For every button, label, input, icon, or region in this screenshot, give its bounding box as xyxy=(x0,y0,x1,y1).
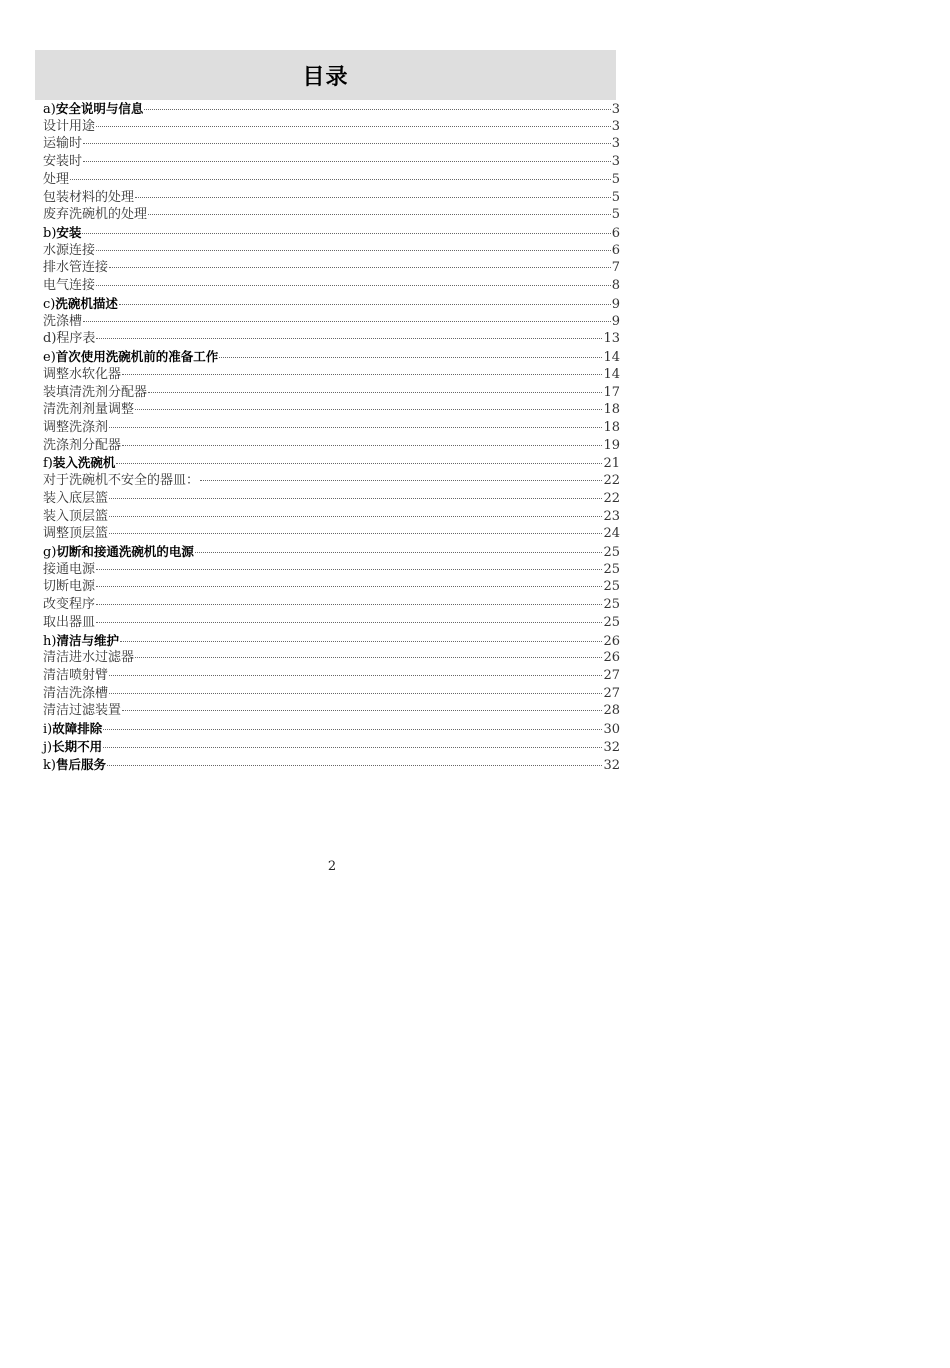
toc-entry-page: 5 xyxy=(611,171,620,187)
dot-leader xyxy=(219,357,602,358)
toc-entry-name: 切断和接通洗碗机的电源 xyxy=(56,543,194,559)
toc-entry-label xyxy=(43,401,134,419)
dot-leader xyxy=(103,747,602,748)
toc-entry-label xyxy=(43,472,199,490)
toc-section-entry[interactable] xyxy=(43,738,620,756)
toc-entry-label xyxy=(43,614,95,632)
toc-entry[interactable] xyxy=(43,401,620,419)
toc-entry[interactable] xyxy=(43,242,620,260)
toc-entry-name: 清洁与维护 xyxy=(56,632,119,648)
toc-entry-page: 25 xyxy=(603,544,620,560)
toc-entry-name: 处理 xyxy=(43,171,70,187)
toc-entry[interactable] xyxy=(43,437,620,455)
toc-entry-prefix: i) xyxy=(43,722,53,738)
dot-leader xyxy=(103,729,602,730)
toc-entry-label xyxy=(43,135,82,153)
toc-entry-prefix: b) xyxy=(43,226,57,242)
toc-entry[interactable] xyxy=(43,419,620,437)
toc-entry-page: 26 xyxy=(603,650,620,666)
toc-entry-page: 3 xyxy=(611,154,620,170)
toc-section-entry[interactable] xyxy=(43,454,620,472)
toc-entry-page: 3 xyxy=(611,136,620,152)
toc-entry[interactable] xyxy=(43,206,620,224)
toc-entry[interactable] xyxy=(43,578,620,596)
toc-entry-name: 长期不用 xyxy=(52,738,103,754)
toc-entry-page: 19 xyxy=(603,437,620,453)
toc-entry-page: 30 xyxy=(603,722,620,738)
toc-entry[interactable] xyxy=(43,472,620,490)
toc-title: 目录 xyxy=(302,64,349,90)
toc-entry-page: 32 xyxy=(603,739,620,755)
toc-entry[interactable] xyxy=(43,313,620,331)
toc-entry-name: 洗涤槽 xyxy=(43,313,83,329)
toc-entry-page: 8 xyxy=(611,278,620,294)
toc-entry-page: 6 xyxy=(611,242,620,258)
dot-leader xyxy=(109,427,602,428)
toc-entry-page: 18 xyxy=(603,419,620,435)
toc-entry-name: 接通电源 xyxy=(43,561,96,577)
toc-entry-name: 改变程序 xyxy=(43,597,96,613)
toc-entry-name: 排水管连接 xyxy=(43,260,109,276)
dot-leader xyxy=(109,675,602,676)
toc-entry[interactable] xyxy=(43,685,620,703)
toc-entry-label xyxy=(43,224,81,243)
toc-entry-prefix: d) xyxy=(43,331,57,347)
toc-entry-page: 7 xyxy=(611,260,620,276)
toc-entry[interactable] xyxy=(43,171,620,189)
dot-leader xyxy=(96,569,602,570)
dot-leader xyxy=(200,480,602,481)
toc-entry-page: 25 xyxy=(603,597,620,613)
toc-entry-page: 25 xyxy=(603,561,620,577)
toc-entry-label xyxy=(43,756,106,775)
toc-entry[interactable] xyxy=(43,135,620,153)
table-of-contents xyxy=(43,100,620,773)
toc-entry-name: 清洁进水过滤器 xyxy=(43,650,135,666)
page-number: 2 xyxy=(327,859,337,874)
toc-entry-name: 装入顶层篮 xyxy=(43,508,109,524)
toc-entry-name: 清洗剂剂量调整 xyxy=(43,402,135,418)
toc-entry[interactable] xyxy=(43,189,620,207)
toc-entry-label xyxy=(43,543,194,562)
toc-entry-prefix: e) xyxy=(43,350,56,366)
toc-entry-name: 废弃洗碗机的处理 xyxy=(43,207,148,223)
toc-entry-page: 17 xyxy=(603,384,620,400)
toc-entry-page: 22 xyxy=(603,473,620,489)
dot-leader xyxy=(144,109,610,110)
dot-leader xyxy=(122,445,602,446)
toc-entry[interactable] xyxy=(43,649,620,667)
dot-leader xyxy=(135,409,602,410)
toc-entry-page: 23 xyxy=(603,508,620,524)
toc-entry[interactable] xyxy=(43,384,620,402)
dot-leader xyxy=(96,338,602,339)
toc-entry-name: 售后服务 xyxy=(55,756,106,772)
dot-leader xyxy=(120,641,602,642)
toc-entry-label xyxy=(43,419,108,437)
toc-entry-page: 13 xyxy=(603,331,620,347)
toc-entry-name: 调整水软化器 xyxy=(43,366,122,382)
toc-entry-label xyxy=(43,206,147,224)
dot-leader xyxy=(148,392,602,393)
toc-section-entry[interactable] xyxy=(43,100,620,118)
dot-leader xyxy=(70,179,611,180)
title-band xyxy=(35,50,616,100)
toc-entry-page: 25 xyxy=(603,579,620,595)
toc-entry-label xyxy=(43,384,147,402)
toc-entry-name: 切断电源 xyxy=(43,579,96,595)
toc-entry-page: 25 xyxy=(603,614,620,630)
dot-leader xyxy=(135,657,602,658)
toc-entry-name: 调整顶层篮 xyxy=(43,526,109,542)
toc-entry[interactable] xyxy=(43,118,620,136)
toc-entry-name: 装入底层篮 xyxy=(43,490,109,506)
toc-entry-label xyxy=(43,277,95,295)
toc-entry-name: 清洁过滤装置 xyxy=(43,703,122,719)
toc-entry-label xyxy=(43,720,102,739)
toc-entry-page: 28 xyxy=(603,703,620,719)
toc-entry[interactable] xyxy=(43,702,620,720)
toc-entry-name: 安装 xyxy=(56,225,82,241)
toc-entry-name: 程序表 xyxy=(56,331,96,347)
toc-entry-prefix: g) xyxy=(43,544,57,560)
toc-entry[interactable] xyxy=(43,596,620,614)
toc-entry-name: 电气连接 xyxy=(43,278,96,294)
toc-entry-label xyxy=(43,632,119,651)
dot-leader xyxy=(122,374,602,375)
dot-leader xyxy=(83,143,611,144)
toc-section-entry[interactable] xyxy=(43,295,620,313)
toc-entry-page: 18 xyxy=(603,402,620,418)
toc-entry-name: 包装材料的处理 xyxy=(43,189,135,205)
dot-leader xyxy=(135,197,611,198)
toc-entry-label xyxy=(43,295,118,314)
toc-entry-label xyxy=(43,561,95,579)
toc-entry-label xyxy=(43,118,95,136)
toc-entry-label xyxy=(43,702,121,720)
toc-entry[interactable] xyxy=(43,277,620,295)
toc-entry[interactable] xyxy=(43,153,620,171)
dot-leader xyxy=(96,250,611,251)
toc-entry-prefix: c) xyxy=(43,296,56,312)
toc-section-entry[interactable] xyxy=(43,720,620,738)
toc-entry-page: 3 xyxy=(611,118,620,134)
toc-entry-label xyxy=(43,454,115,473)
dot-leader xyxy=(96,285,611,286)
toc-section-entry[interactable] xyxy=(43,224,620,242)
dot-leader xyxy=(83,161,611,162)
toc-entry-label xyxy=(43,738,102,757)
toc-entry-name: 水源连接 xyxy=(43,242,96,258)
toc-entry-label xyxy=(43,189,134,207)
toc-entry-label xyxy=(43,366,121,384)
toc-entry-label xyxy=(43,348,218,367)
toc-entry-name: 清洁喷射臂 xyxy=(43,668,109,683)
dot-leader xyxy=(109,693,602,694)
toc-entry-page: 32 xyxy=(603,757,620,773)
toc-entry-label xyxy=(43,508,108,526)
toc-entry-page: 21 xyxy=(603,456,620,472)
dot-leader xyxy=(109,516,602,517)
toc-entry-prefix: k) xyxy=(43,757,56,773)
toc-entry[interactable] xyxy=(43,259,620,277)
toc-entry-label xyxy=(43,649,134,667)
dot-leader xyxy=(148,214,611,215)
toc-entry-page: 9 xyxy=(611,313,620,329)
toc-entry-page: 26 xyxy=(603,633,620,649)
dot-leader xyxy=(107,765,602,766)
dot-leader xyxy=(109,498,602,499)
toc-entry-page: 14 xyxy=(603,350,620,366)
toc-entry-label xyxy=(43,685,108,703)
toc-entry-label xyxy=(43,313,82,331)
toc-entry-name: 设计用途 xyxy=(43,118,96,134)
dot-leader xyxy=(122,710,602,711)
toc-entry-name: 对于洗碗机不安全的器皿： xyxy=(43,473,200,489)
toc-entry-page: 27 xyxy=(603,668,620,683)
dot-leader xyxy=(109,533,602,534)
toc-entry-page: 24 xyxy=(603,526,620,542)
toc-entry-label xyxy=(43,667,108,685)
toc-entry-prefix: h) xyxy=(43,633,57,649)
dot-leader xyxy=(96,126,611,127)
toc-entry-name: 取出器皿 xyxy=(43,614,96,630)
toc-entry-label xyxy=(43,578,95,596)
toc-entry-label xyxy=(43,490,108,508)
toc-entry-name: 清洁洗涤槽 xyxy=(43,685,109,701)
toc-section-entry[interactable] xyxy=(43,348,620,366)
dot-leader xyxy=(83,321,611,322)
dot-leader xyxy=(82,233,610,234)
toc-entry-label xyxy=(43,596,95,614)
toc-entry-page: 14 xyxy=(603,366,620,382)
toc-entry[interactable] xyxy=(43,561,620,579)
dot-leader xyxy=(96,604,602,605)
toc-entry-name: 运输时 xyxy=(43,136,83,152)
toc-entry-name: 首次使用洗碗机前的准备工作 xyxy=(55,349,219,365)
toc-entry-page: 3 xyxy=(611,102,620,117)
toc-entry[interactable] xyxy=(43,366,620,384)
toc-entry-prefix: a) xyxy=(43,102,56,117)
toc-entry[interactable] xyxy=(43,614,620,632)
toc-entry-page: 27 xyxy=(603,685,620,701)
dot-leader xyxy=(119,304,611,305)
toc-entry[interactable] xyxy=(43,330,620,348)
toc-entry-name: 安全说明与信息 xyxy=(55,101,144,116)
toc-entry-name: 装入洗碗机 xyxy=(52,455,116,471)
toc-entry-page: 6 xyxy=(611,226,620,242)
toc-entry-page: 5 xyxy=(611,189,620,205)
toc-entry-name: 故障排除 xyxy=(52,721,103,737)
toc-entry-name: 洗涤剂分配器 xyxy=(43,437,122,453)
toc-entry[interactable] xyxy=(43,667,620,685)
toc-entry-name: 安装时 xyxy=(43,154,83,170)
toc-entry-label xyxy=(43,100,143,119)
toc-entry-label xyxy=(43,242,95,260)
toc-entry-page: 22 xyxy=(603,490,620,506)
toc-entry-page: 9 xyxy=(611,296,620,312)
dot-leader xyxy=(195,552,603,553)
toc-entry[interactable] xyxy=(43,525,620,543)
toc-entry-prefix: f) xyxy=(43,456,53,472)
toc-entry-label xyxy=(43,259,108,277)
toc-entry-name: 装填清洗剂分配器 xyxy=(43,384,148,400)
toc-entry-label xyxy=(43,437,121,455)
toc-section-entry[interactable] xyxy=(43,756,620,774)
toc-entry[interactable] xyxy=(43,490,620,508)
toc-entry-prefix: j) xyxy=(43,739,53,755)
toc-entry-page: 5 xyxy=(611,207,620,223)
dot-leader xyxy=(96,586,602,587)
toc-entry[interactable] xyxy=(43,508,620,526)
toc-entry-label xyxy=(43,330,95,348)
dot-leader xyxy=(109,267,611,268)
dot-leader xyxy=(116,463,602,464)
toc-section-entry[interactable] xyxy=(43,543,620,561)
toc-entry-label xyxy=(43,525,108,543)
toc-entry-label xyxy=(43,171,69,189)
toc-entry-name: 调整洗涤剂 xyxy=(43,419,109,435)
toc-section-entry[interactable] xyxy=(43,632,620,650)
toc-entry-name: 洗碗机描述 xyxy=(55,295,118,311)
dot-leader xyxy=(96,622,602,623)
toc-entry-label xyxy=(43,153,82,171)
